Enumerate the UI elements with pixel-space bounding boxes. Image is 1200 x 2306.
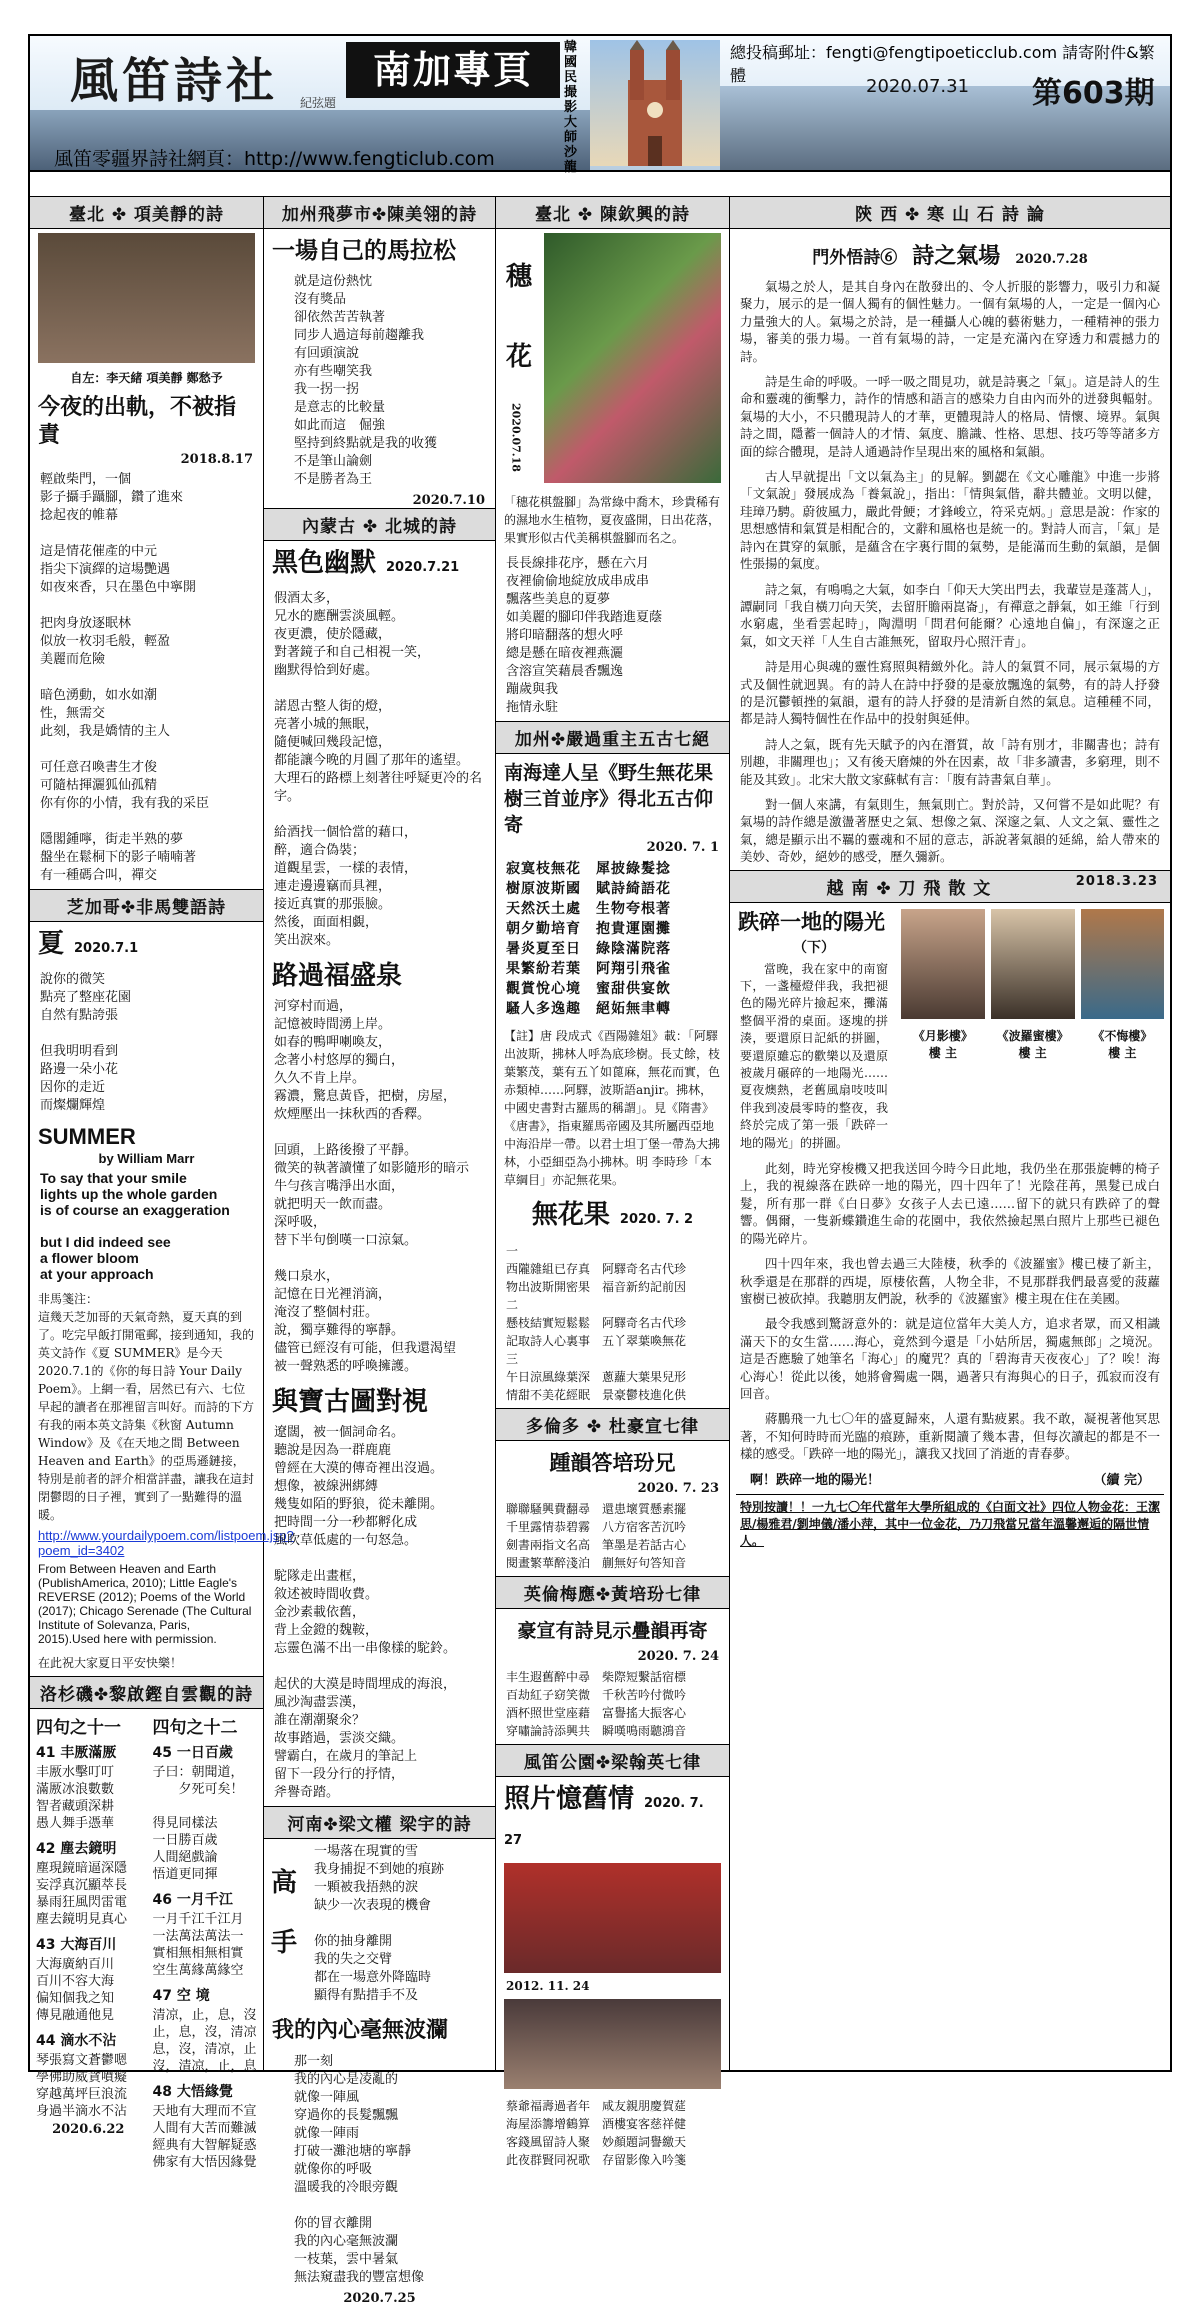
essay-end-line: 啊！跌碎一地的陽光！ [750, 1472, 881, 1488]
essay-subtitle: （下） [793, 939, 835, 956]
english-poem-body: To say that your smile lights up the whole garden is of course an exaggeration but I did indeed see a flower bloom at your approach [40, 1170, 230, 1282]
email-line: 總投稿郵址：fengti@fengtipoeticclub.com 請寄附件&繁體 [730, 43, 1155, 85]
flower-photo [544, 233, 721, 483]
poem-note: 「穗花棋盤腳」為常綠中喬木，珍貴稀有的濕地水生植物，夏夜盛開，日出花落，果實形似古代美稱棋盤腳而名之。 [504, 495, 721, 545]
poem-title-text: 照片憶舊情 [504, 1784, 635, 1814]
column-2 [264, 196, 496, 2306]
quatrain-column-left [30, 1709, 147, 2173]
vertical-date: 2020.07.18 [509, 403, 523, 472]
article-paragraph: 古人早就提出「文以氣為主」的見解。劉勰在《文心雕龍》中進一步將「文氣說」發展成為「養氣說」，指出：「情與氣偕，辭共體並。文明以健，珪璋乃騁。蔚彼風力，嚴此骨鯁；才鋒峻立，符采克炳。」意思是說：作家的思想感情和氣質是相配合的，文辭和風格也是統一的。對詩人而言，「氣」是詩內在貫穿的氣脈，是蘊含在字裏行間的氣勢，是能滿而生動的氣韻，是個性張揚的氣度。 [740, 469, 1160, 572]
section-header: 加州飛夢市✤陳美翎的詩 [264, 196, 495, 229]
portrait-card [1078, 903, 1168, 1156]
poem-body: 假酒太多， 兄水的應酬雲淡風輕。 夜更濃，使於隱藏， 對著鏡子和自己相視一笑， 幽默得恰到好處。 諾恩古整人街的燈， 亮著小城的無眠， 隨便喊回幾段記憶， 都能讓今晚的月圓了那年的遙望。 大理石的路標上刻著往呼疑更冷的名字。 給酒找一個恰當的藉口， 醉，適合偽裝； 道觀星雲，一樣的表情， 連走邊邊竊而具裡， 接近真實的那張臉。 然後，面面相覷， 笑出淚來。 [274, 591, 483, 948]
quatrain-title: 43 大海百川 [36, 1937, 117, 1953]
essay-paragraph: 此刻，時光穿梭機又把我送回今時今日此地，我仍坐在那張旋轉的椅子上，我的視線落在跌碎一地的陽光，四十四年了！光陰荏苒，黑髮已成白髮，所有那一群《白日夢》女孩子人去已遠……留下的就只有跌碎了的聲響。偶爾，一隻新蝶鑽進生命的花園中，我依然撿起黑白照片上那些已褪色的陽光碎片。 [740, 1161, 1160, 1246]
poem-link[interactable]: http://www.yourdailypoem.com/listpoem.jsp?poem_id=3402 [38, 1528, 294, 1558]
poem-title: 今夜的出軌，不被指責 [38, 395, 237, 448]
group-photo [38, 233, 255, 363]
quatrain-title: 45 一日百歲 [152, 1745, 233, 1761]
portrait-caption: 《月影樓》 樓 主 [912, 1028, 973, 1060]
quatrain-series-title: 四句之十二 [152, 1718, 238, 1738]
section-header: 河南✤梁文權 梁宇的詩 [264, 1806, 495, 1839]
essay-paragraph: 最令我感到驚訝意外的：就是這位當年大美人方，追求者眾，而又相識滿天下的女生當……海心，竟然到今還是「小姑所居，獨處無郎」之境況。這是否應驗了她筆名「海心」的魔咒？真的「碧海青天夜夜心」了？唉！海心海心！從此以後，她將會獨處一隅，過著只有海與心的日子，孤寂而沒有回音。 [740, 1316, 1160, 1401]
quatrain-body: 子曰：朝聞道， 夕死可矣！ 得見同樣法 一日勝百歲 人間絕戲論 悟道更同揮 [152, 1765, 244, 1882]
portrait-photo [901, 909, 985, 1019]
poem-body: 河穿村而過， 記憶被時間湧上岸。 如春的鴨呷喇喚友， 念著小村悠厚的獨白， 久久不肯上岸。 霧濃，驚息黃昏，把樹，房屋， 炊煙壓出一抹秋西的香釋。 回頭，上路後撥了平靜。 微笑的執著讀懂了如影隨形的暗示 牛勻孩言嘴淨出水面， 就把明天一飲而盡。 深呼吸， 替下半句倒嘆一口涼氣。 幾口泉水， 記憶在日光裡消滴， 淹沒了整個村莊。 說，獨享難得的寧靜。 儘管已經沒有可能，但我還渴望 被一聲熟悉的呼喚擁護。 [274, 999, 470, 1374]
english-poem-author: by William Marr [98, 1151, 195, 1166]
article-kicker: 門外悟詩⑥ [812, 248, 898, 268]
quatrain-title: 47 空 境 [152, 1988, 210, 2004]
poem-body: 一 西隴雜組已存真 阿驛奇名古代珍 物出波斯開密果 福音新約記前因 二 懸枝結實短鬆鬆 阿驛奇名古代珍 記取詩人心裏事 五丫翠葉喚無花 三 午日涼風綠葉深 蔥蘿大葉果兒形 情甜不美花經眠 景豪鬱枝進化供 [506, 1244, 687, 1402]
article-paragraph: 詩是用心與魂的靈性寫照與精緻外化。詩人的氣質不同，展示氣場的方式及個性就迥異。有的詩人在詩中抒發的是豪放飄逸的氣勢，有的詩人抒發的是沉鬱頓挫的氣韻，還有的詩人抒發的是清新自然的氣息。這種種不同，都是詩人獨特個性在作品中的投射與延伸。 [740, 659, 1160, 727]
closing-wish: 在此祝大家夏日平安快樂！ [38, 1656, 183, 1670]
section-header: 內蒙古 ✤ 北城的詩 [264, 508, 495, 541]
poem-title [30, 922, 263, 967]
english-poem-title: SUMMER [38, 1124, 136, 1149]
vertical-title: 高手 [270, 1868, 297, 1958]
poem-date: 2020. 7. 1 [646, 840, 719, 855]
portrait-caption: 《不悔樓》 樓 主 [1092, 1028, 1153, 1060]
quatrain-body: 琴張寫文蒼鬱嗯 學佛助威貪噴癡 穿越萬坪巨浪流 身過半滴水不沾 [36, 2053, 128, 2119]
photo-caption: 自左：李天緒 項美靜 鄭愁予 [70, 371, 223, 385]
poem-title: 踵韻答培玢兄 [549, 1451, 676, 1475]
quatrain-title: 41 丰厫滿厫 [36, 1745, 117, 1761]
poem-title-text: 黑色幽默 [272, 548, 377, 578]
poem-body: 蔡爺福壽過者年 咸友親朋慶賀莚 海屋添籌增鶴算 酒樓宴客慈祥健 客錢風留詩人聚 妙顏題詞譽繳天 此夜群賢同祝歌 存留影像入吟箋 [506, 2099, 687, 2167]
banquet-photo [504, 1863, 721, 1973]
article-paragraph: 氣場之於人，是其自身內在散發出的、令人折服的影響力，吸引力和凝聚力，展示的是一個人獨有的個性魅力。一個有氣場的人，一定是一個內心力量強大的人。氣場之於詩，是一種攝人心魄的藝術魅力，一種精神的張力場，審美的張力場。一首有氣場的詩，一定是充滿內在穿透力和震撼力的詩。 [740, 279, 1160, 364]
side-title: 韓國民撮影大師沙龍 [564, 40, 578, 175]
article-date: 2020.7.28 [1015, 252, 1088, 267]
poem-date: 2020. 7. 23 [637, 1481, 719, 1496]
poem-body: 遼闊，被一個詞命名。 聽說是因為一群鹿鹿 曾經在大漠的傳奇裡出沒過。 想像，被線洲綁縛 幾隻如陌的野狼，從未離開。 把時間一分一秒都孵化成 風吹草低處的一句怒急。 駝隊走出畫框， 敘述被時間收費。 金沙素載依舊， 背上金鐙的魏鞍， 忘靈色滿不出一串像樣的駝鈴。 起伏的大漠是時間埋成的海浪， 風沙淘盡雲漢， 誰在潮潮聚氽？ 故事踏過，雲淡交織。 譬霸白，在歲月的筆記上 留下一段分行的抒情， 斧譽奇踏。 [274, 1425, 457, 1800]
quatrain-body: 大海廣納百川 百川不容大海 偏知個我之知 傳見融通他見 [36, 1957, 115, 2023]
poem-title: 豪宣有詩見示疊韻再寄 [517, 1620, 708, 1642]
quatrain-block [30, 1709, 263, 2173]
poem-date: 2020.7.1 [74, 941, 139, 956]
quatrain-date: 2020.6.22 [52, 2122, 125, 2137]
vertical-title-wrap [496, 229, 536, 489]
poem-title: 南海達人呈《野生無花果樹三首並序》得北五古仰寄 [504, 762, 714, 836]
portrait-photo [991, 909, 1075, 1019]
portrait-caption: 《波羅蜜樓》 樓 主 [996, 1028, 1069, 1060]
poem-body: 一場落在現實的雪 我身捕捉不到她的痕跡 一顆被我捂熱的淚 缺少一次表現的機會 你的抽身離開 我的失之交臂 都在一場意外降臨時 顯得有點措手不及 [314, 1844, 445, 2003]
essay-title: 跌碎一地的陽光 [738, 909, 885, 934]
section-header: 陝 西 ✤ 寒 山 石 詩 論 [730, 196, 1170, 229]
poem-title: 路過福盛泉 [272, 961, 403, 991]
article-heading [730, 229, 1170, 274]
poem-note: 【註】唐 段成式《酉陽雜俎》載：「阿驛出波斯，拂林人呼為底珍樹。長丈餘，枝葉繁茂，葉有五丫如蓖麻，無花而實，色赤類棹……阿驛，波斯語anjir。拂林，中國史書對古羅馬的稱謂」。見《隋書》《唐書》，指東羅馬帝國及其所屬西亞地中海沿岸一帶。以君士坦丁堡一帶為大拂林，小亞細亞為小拂林。明 李時珍「本草綱目」亦記無花果。 [504, 1029, 721, 1187]
poem-body: 丰生遐舊醉中尋 柴際短繫話宿標 百劫紅子窈笑微 千秋苦吟付微吟 酒杯照世堂座藉 富譽搖大振客心 穿嘯論詩添興共 瞬嘆鳴雨聽鴻音 [506, 1670, 687, 1738]
website-line[interactable]: 風笛零疆界詩社網頁：http://www.fengticlub.com [54, 148, 495, 170]
portrait-card [898, 903, 988, 1156]
essay-paragraph: 四十四年來，我也曾去過三大陸棲，秋季的《波羅蜜》樓已棲了新主，秋季還是在那群的西堤，原棲依舊，人物全非，不見那群我們最喜愛的菠蘿蜜樹已被砍掉。我聽朋友們說，秋季的《波羅蜜》樓主現在住在美國。 [740, 1256, 1160, 1306]
essay-paragraph: 當晚，我在家中的南窗下，一盞檯燈伴我，我把褪色的陽光碎片撿起來，攤滿整個平滑的桌面。逐塊的拼湊，要還原日記紙的拼圖，要還原雖忘的歡樂以及還原被歲月碾碎的一地陽光……夏夜燠熱，老舊風扇吱吱叫伴我到凌晨零時的整夜，我終於完成了第一張「跌碎一地的陽光」的拼圖。 [740, 961, 888, 1150]
book-list: From Between Heaven and Earth (PublishAmerica, 2010); Little Eagle's REVERSE (2012); Poems of the World (2017); Chicago Serenade (The Cultural Institute of Solevanza, Paris, 2015).Used here with permission. [38, 1562, 255, 1646]
portrait-card [988, 903, 1078, 1156]
portrait-photo [1081, 909, 1165, 1019]
quatrain-title: 48 大悟緣覺 [152, 2084, 233, 2100]
quatrain-column-right [147, 1709, 264, 2173]
issue-date: 2020.07.31 [866, 76, 970, 97]
logo-seal: 紀弦題 [300, 96, 337, 110]
church-illustration [590, 40, 720, 166]
section-header: 洛杉磯✤黎啟鏗自雲觀的詩 [30, 1676, 263, 1709]
poem-title [496, 1777, 729, 1859]
poem-title [264, 541, 495, 586]
poem-title: 與寶古圖對視 [272, 1387, 429, 1417]
poem-note: 非馬箋注： 這幾天芝加哥的天氣奇熱，夏天真的到了。吃完早飯打開電郵，接到通知，我的英文詩作《夏 SUMMER》是今天2020.7.1的《你的每日詩 Your Daily Poem》。上網一看，居然已有六、七位早起的讀者在那裡留言叫好。而詩的下方有我的兩本英文詩集《秋窗 Autumn Window》及《在天地之間 Between Heaven and Earth》的亞馬遜鏈接，特別是前者的評介相當詳盡，讓我在這封閉鬱悶的日子裡，實到了一點難得的溫暖。 [38, 1292, 255, 1522]
article-title: 詩之氣場 [912, 244, 1001, 269]
essay-paragraph: 蔣鵬飛一九七〇年的盛夏歸來，人還有點疲累。我不敢，凝視著他冥思著，不知何時時而光臨的痕跡，重新閱讀了幾本書，但每次讀起的都是不一樣的感受。「跌碎一地的陽光」，讓我又找回了消逝的青春夢。 [740, 1411, 1160, 1462]
section-header: 風笛公園✤梁翰英七律 [496, 1744, 729, 1777]
poem-block [264, 1839, 495, 2009]
article-paragraph: 對一個人來講，有氣則生，無氣則亡。對於詩，又何嘗不是如此呢？有氣場的詩作總是激盪著歷史之氣、想像之氣、深邃之氣、人文之氣、靈性之氣，總是顯示出不羈的靈魂和不屈的意志，訴說著氣韻的延綿，給人帶來的美妙、奇妙，絕妙的感受，歷久彌新。 [740, 796, 1160, 865]
quatrain-body: 塵現鏡暗逼深隱 妄浮真沉顯萃長 暴雨狂風閃雷電 塵去鏡明見真心 [36, 1861, 128, 1927]
poem-date: 2020. 7. 24 [637, 1649, 719, 1664]
poem-title-text: 無花果 [531, 1200, 610, 1230]
quatrain-body: 丰厫水擊叮叮 滿厫冰浪數數 智者藏頭深耕 愚人舞手憑華 [36, 1765, 115, 1831]
footer-note: 特別按讀！！一九七〇年代當年大學所組成的《白面文社》四位人物金花：王潔思/楊雅君/劉坤儀/潘小萍，其中一位金花，乃刀飛當兄當年溫馨邂逅的隔世情人。 [736, 1494, 1164, 1554]
section-header: 芝加哥✤非馬雙語詩 [30, 889, 263, 922]
photo-date: 2012. 11. 24 [506, 1979, 590, 1993]
article-paragraph: 詩之氣，有鳴鳴之大氣，如李白「仰天大笑出門去，我輩豈是蓬蒿人」，譚嗣同「我自橫刀向天笑，去留肝膽兩崑崙」，有禪意之靜氣，如王維「行到水窮處，坐看雲起時」，陶淵明「問君何能爾？心遠地自偏」，有深邃之正氣，如文天祥「人生自古誰無死，留取丹心照汗青」。 [740, 581, 1160, 649]
essay-ending [730, 1467, 1170, 1490]
quatrain-series-title: 四句之十一 [36, 1718, 121, 1738]
poem-date: 2020.7.21 [386, 560, 460, 575]
poem-date: 2020.7.25 [343, 2291, 416, 2306]
poem-body: 說你的微笑 點亮了整座花園 自然有點誇張 但我明明看到 路邊一朵小花 因你的走近 而燦爛輝煌 [40, 972, 132, 1113]
article-paragraph: 詩人之氣，既有先天賦予的內在潛質，故「詩有別才，非關書也；詩有別趣，非關理也」；又有後天磨煉的外在因素，故「非多讀書，多窮理，則不能及其致」。北宋大散文家蘇軾有言：「腹有詩書氣自華」。 [740, 736, 1160, 787]
poem-body: 聯聯騷興費翻尋 還患壞質懸素擺 千里露情恭碧霧 八方宿客苦沉吟 劍書兩指文名高 筆墨是若話古心 閱畫繁華醉淺泊 蒯無好句答知音 [506, 1502, 687, 1570]
essay-continued: （續 完） [1093, 1472, 1150, 1488]
vertical-title: 穗花 [506, 262, 533, 372]
issue-number: 第603期 [1032, 76, 1155, 111]
quatrain-title: 46 一月千江 [152, 1892, 233, 1908]
column-4 [730, 196, 1170, 2072]
poem-title: 我的內心毫無波瀾 [272, 2018, 449, 2043]
section-title: 越 南 ✤ 刀 飛 散 文 [826, 878, 992, 899]
essay-heading-block [730, 903, 898, 1156]
poem-date: 2020.7.10 [412, 493, 485, 508]
poem-title [496, 1193, 729, 1238]
poem-body: 長長線排花序，懸在六月 夜裡偷偷地綻放成串成串 飄落些美息的夏夢 如美麗的腳印伴我踏進夏蔭 將印暗翻落的想火呼 總是懸在暗夜裡燕灑 含溶宣笑藉晨香飄逸 蹦歲與我 拖情永駐 [506, 556, 663, 715]
poem-body: 就是這份熱忱 沒有獎品 卻依然苦苦執著 同步人過這每前趨離我 有回頭演說 亦有些嘲笑我 我一拐一拐 是意志的比較量 如此而這 倔強 堅持到終點就是我的收獲 不是筆山論劍 不是勝者為王 [294, 274, 438, 487]
quatrain-title: 44 滴水不沾 [36, 2033, 117, 2049]
page-title: 南加專頁 [346, 42, 560, 98]
section-header: 臺北 ✤ 項美靜的詩 [30, 196, 263, 229]
essay-top [730, 903, 1170, 1156]
poem-title-text: 夏 [38, 929, 65, 959]
article-paragraph: 詩是生命的呼吸。一呼一吸之間見功，就是詩裏之「氣」。這是詩人的生命和靈魂的衝擊力，詩作的情感和語言的感染力自由內而外的迸發與輻射。氣場的大小，不只體現詩人的才華，更體現詩人的格局、情懷、境界。氣與詩之間，隱蓄一個詩人的才情、氣度、膽識、性格、思想、技巧等等諸多方面的綜合體現，是詩人通過詩作呈現出來的風格和氣韻。 [740, 374, 1160, 459]
poem-date: 2018.8.17 [180, 452, 253, 467]
section-header: 英倫梅應✤黃培玢七律 [496, 1576, 729, 1609]
poem-body: 那一刻 我的內心是凌亂的 就像一陣風 穿過你的長髮飄飄 就像一陣雨 打破一灘池塘的寧靜 就像你的呼吸 溫暖我的冷眼旁觀 你的冒衣離開 我的內心毫無波瀾 一枝葉，雲中暑氣 無法窺盡我的豐富想像 [294, 2054, 425, 2285]
quatrain-body: 一月千江千江月 一法萬法萬法一 實相無相無相實 空生萬緣萬緣空 [152, 1912, 244, 1978]
poem-date: 2020. 7. 27 [504, 1796, 704, 1848]
section-header: 多倫多 ✤ 杜豪宣七律 [496, 1408, 729, 1441]
flower-block [496, 229, 729, 489]
section-date: 2018.3.23 [1075, 873, 1158, 889]
masthead [30, 36, 1170, 175]
section-header [730, 870, 1170, 903]
group-photo [504, 1999, 721, 2089]
poem-body: 寂寞枝無花 犀披綠髮捻 樹原波斯國 賦詩綺語花 天然沃土處 生物夸根著 朝夕勤培育 抱貴運園攤 暑炎夏至日 綠陰滿院落 果繁紛若葉 阿翔引飛雀 觀賞悅心境 蜜甜供宴飲 騷人多逸趣 絕妬無聿轉 [506, 861, 671, 1017]
poem-date: 2020. 7. 2 [619, 1212, 694, 1227]
poem-title: 一場自己的馬拉松 [272, 238, 456, 264]
portrait-row [898, 903, 1170, 1156]
poem-body: 輕啟柴門，一個 影子攝手躡腳，鑽了進來 捻起夜的帷幕 這是情花催產的中元 指尖下演繹的這場艷遇 如夜來香，只在墨色中寧開 把肉身放逐眠林 似放一枚羽毛般，輕盈 美麗而危險 暗色湧動，如水如潮 性，無需交 此刻，我是嬌情的主人 可任意召喚書生才俊 可隨枯揮灑狐仙孤精 你有你的小情，我有我的采臣 隱閣鍾嚀，街走半熟的夢 盤坐在鬆桐下的影子喃喃著 有一種碼合叫，禪交 [40, 472, 210, 883]
quatrain-title: 42 塵去鏡明 [36, 1841, 117, 1857]
logo-calligraphy: 風笛詩社 [70, 53, 279, 109]
church-photo [590, 40, 720, 166]
section-header: 加州✤嚴過重主五古七絕 [496, 721, 729, 754]
newspaper-page [28, 34, 1172, 2306]
quatrain-body: 清凉，止，息，沒 止，息，沒，清凉 息，沒，清凉，止 沒，清凉，止，息 [152, 2008, 257, 2074]
quatrain-body: 天地有大理而不宣 人間有大苦而難滅 經典有大智解疑惑 佛家有大悟因緣覺 [152, 2104, 257, 2170]
column-3 [496, 196, 730, 2167]
section-header: 臺北 ✤ 陳欽興的詩 [496, 196, 729, 229]
